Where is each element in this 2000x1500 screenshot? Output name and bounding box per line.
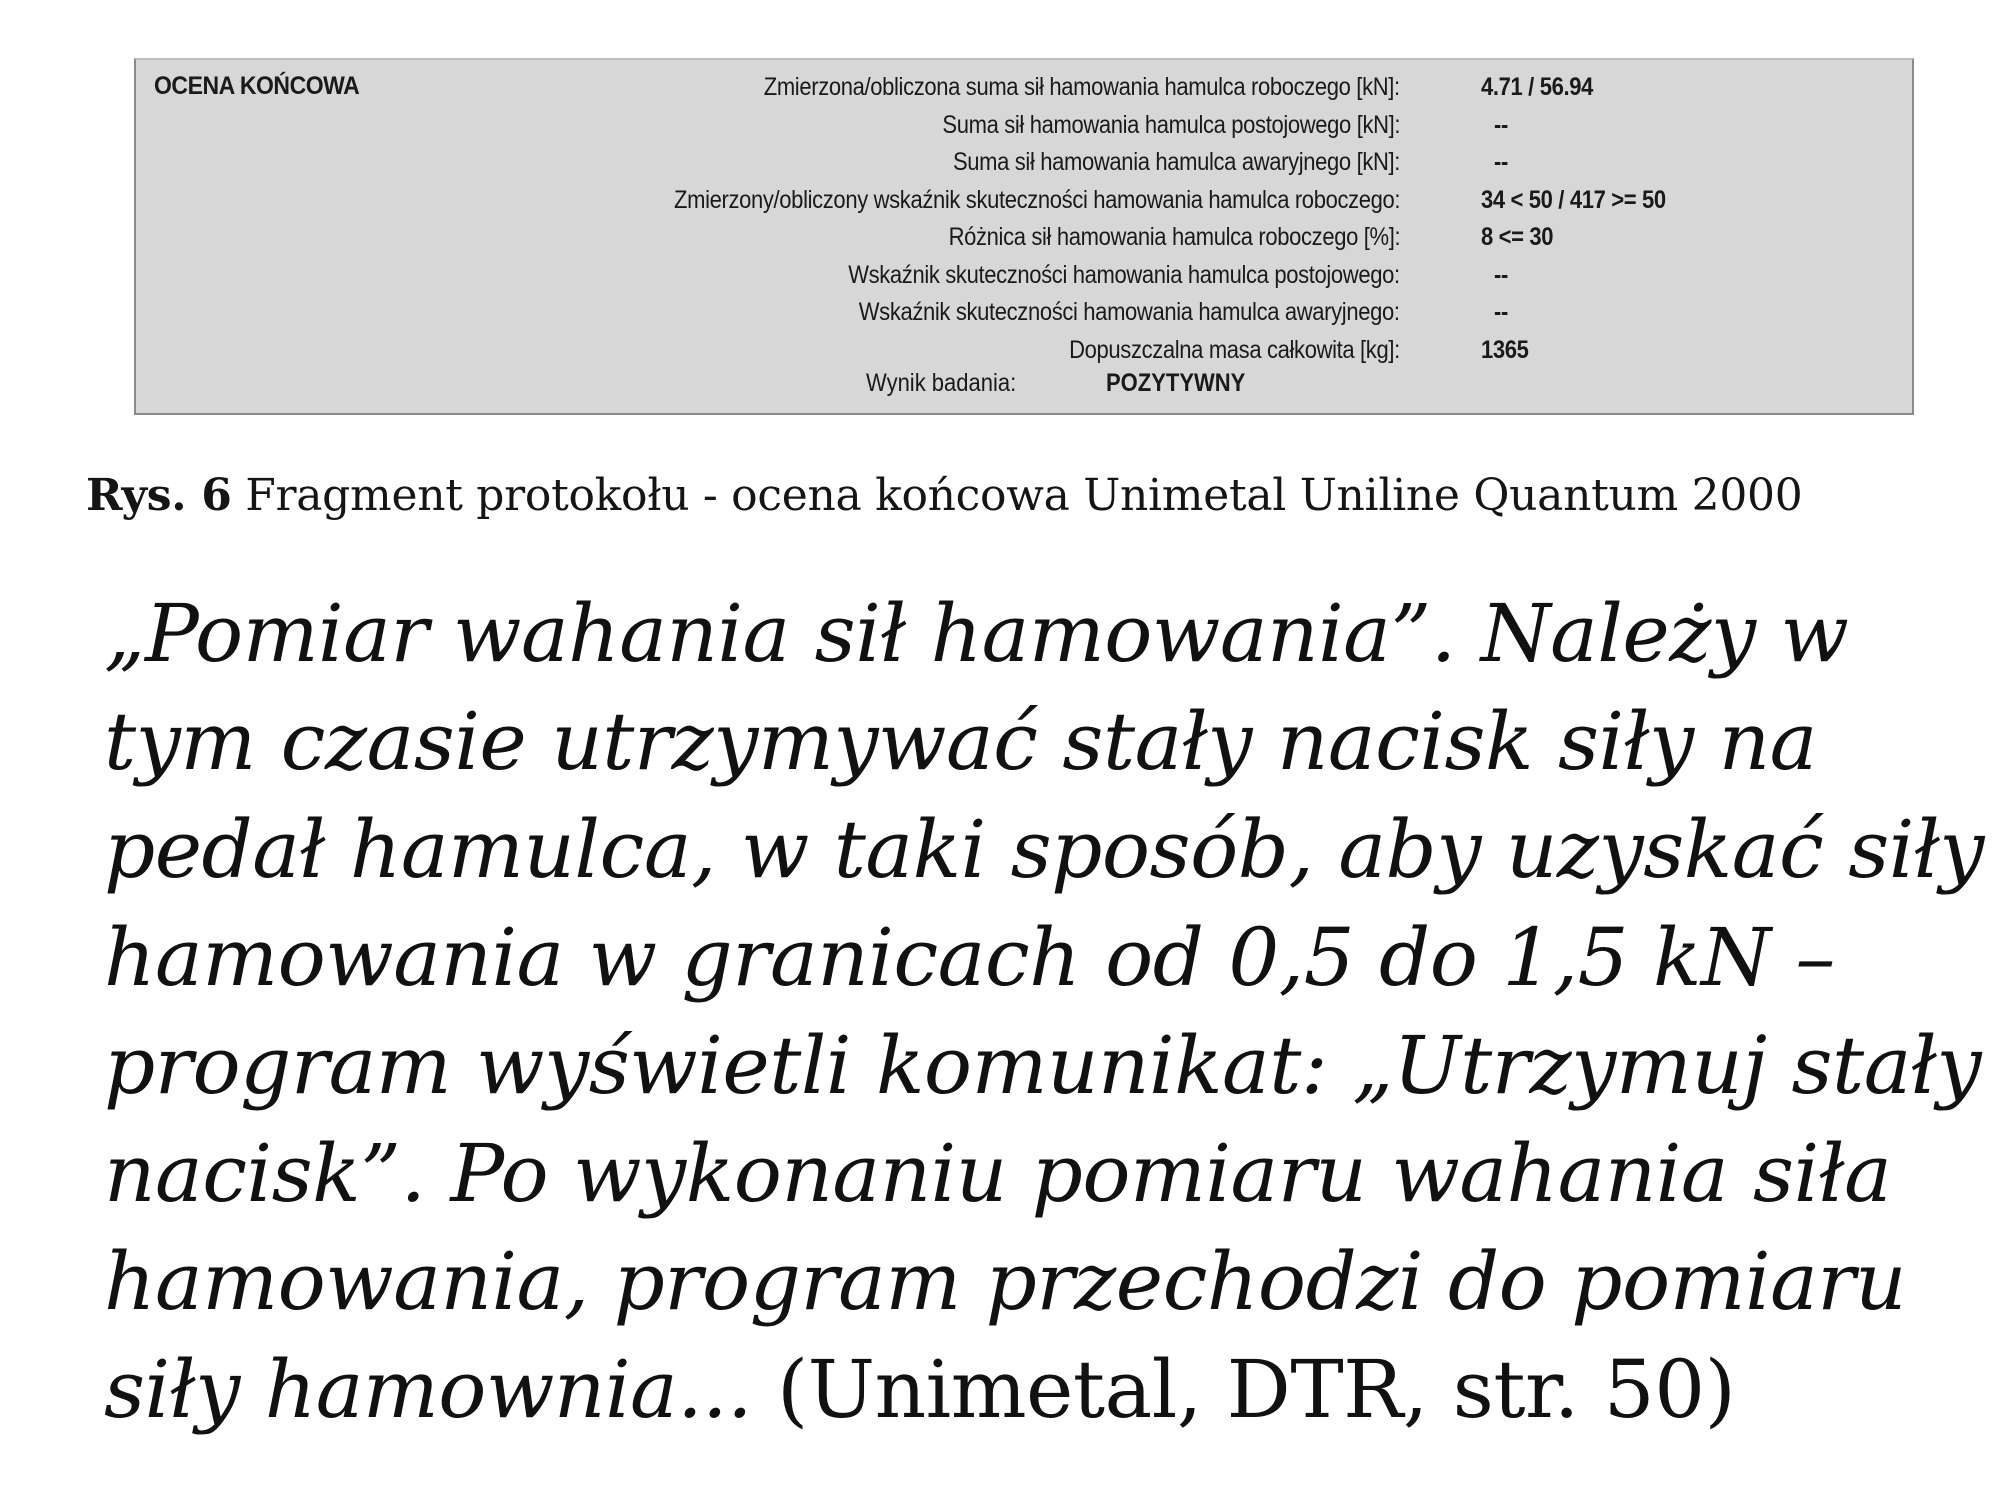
protocol-row-value: -- (1494, 148, 1508, 176)
quote-line-italic: program wyświetli komunikat: „Utrzymuj stały (104, 1019, 1982, 1112)
protocol-row-value: -- (1494, 110, 1508, 139)
protocol-row-label: Dopuszczalna masa całkowita [kg]: (1069, 335, 1400, 364)
protocol-row (136, 297, 1912, 335)
quote-line (104, 1228, 1984, 1336)
protocol-row-value: 8 <= 30 (1481, 223, 1554, 251)
quote-line-italic: hamowania, program przechodzi do pomiaru (104, 1235, 1907, 1328)
protocol-row-label: Różnica sił hamowania hamulca roboczego [%]: (948, 223, 1400, 251)
quote-line (104, 904, 1984, 1012)
quote-line (104, 1120, 1984, 1228)
quote-line-italic: siły hamownia... (104, 1343, 753, 1436)
quote-line-italic: hamowania w granicach od 0,5 do 1,5 kN – (104, 911, 1835, 1004)
quote-citation: (Unimetal, DTR, str. 50) (752, 1343, 1736, 1436)
protocol-row (136, 147, 1912, 185)
quote-line-italic: „Pomiar wahania sił hamowania”. Należy w (104, 587, 1849, 680)
protocol-fragment (134, 58, 1914, 415)
protocol-row-value: 1365 (1481, 335, 1529, 364)
protocol-row-label: Suma sił hamowania hamulca postojowego [kN]: (942, 110, 1400, 139)
protocol-row-value: -- (1494, 298, 1508, 326)
quotation-paragraph (104, 580, 1984, 1444)
protocol-row-label: Zmierzony/obliczony wskaźnik skuteczności hamowania hamulca roboczego: (673, 185, 1400, 214)
protocol-heading: OCENA KOŃCOWA (154, 72, 360, 100)
protocol-row-label: Wskaźnik skuteczności hamowania hamulca awaryjnego: (859, 298, 1400, 326)
test-result-label: Wynik badania: (866, 369, 1017, 397)
quote-line (104, 1012, 1984, 1120)
quote-line (104, 796, 1984, 904)
protocol-row-label: Wskaźnik skuteczności hamowania hamulca postojowego: (848, 260, 1400, 289)
protocol-row-label: Suma sił hamowania hamulca awaryjnego [kN]: (952, 148, 1400, 176)
protocol-row-value: 4.71 / 56.94 (1481, 73, 1593, 101)
protocol-row-label: Zmierzona/obliczona suma sił hamowania hamulca roboczego [kN]: (763, 73, 1400, 101)
protocol-row (136, 260, 1912, 298)
quote-line (104, 688, 1984, 796)
quote-line-italic: pedał hamulca, w taki sposób, aby uzyskać siły (104, 803, 1984, 896)
quote-line-italic: nacisk”. Po wykonaniu pomiaru wahania siła (104, 1127, 1892, 1220)
figure-caption-text: Fragment protokołu - ocena końcowa Unimetal Uniline Quantum 2000 (231, 470, 1803, 521)
protocol-row (136, 185, 1912, 223)
figure-caption-label: Rys. 6 (86, 470, 232, 521)
test-result-row (136, 368, 1912, 404)
protocol-rows (136, 72, 1912, 372)
quote-line (104, 580, 1984, 688)
test-result-value: POZYTYWNY (1106, 369, 1246, 397)
protocol-row-value: -- (1494, 260, 1508, 289)
protocol-row (136, 110, 1912, 148)
protocol-row (136, 72, 1912, 110)
figure-caption (86, 468, 1802, 524)
protocol-row-value: 34 < 50 / 417 >= 50 (1481, 185, 1666, 214)
quote-line-italic: tym czasie utrzymywać stały nacisk siły na (104, 695, 1817, 788)
quote-line (104, 1336, 1984, 1444)
protocol-row (136, 222, 1912, 260)
protocol-row (136, 335, 1912, 373)
